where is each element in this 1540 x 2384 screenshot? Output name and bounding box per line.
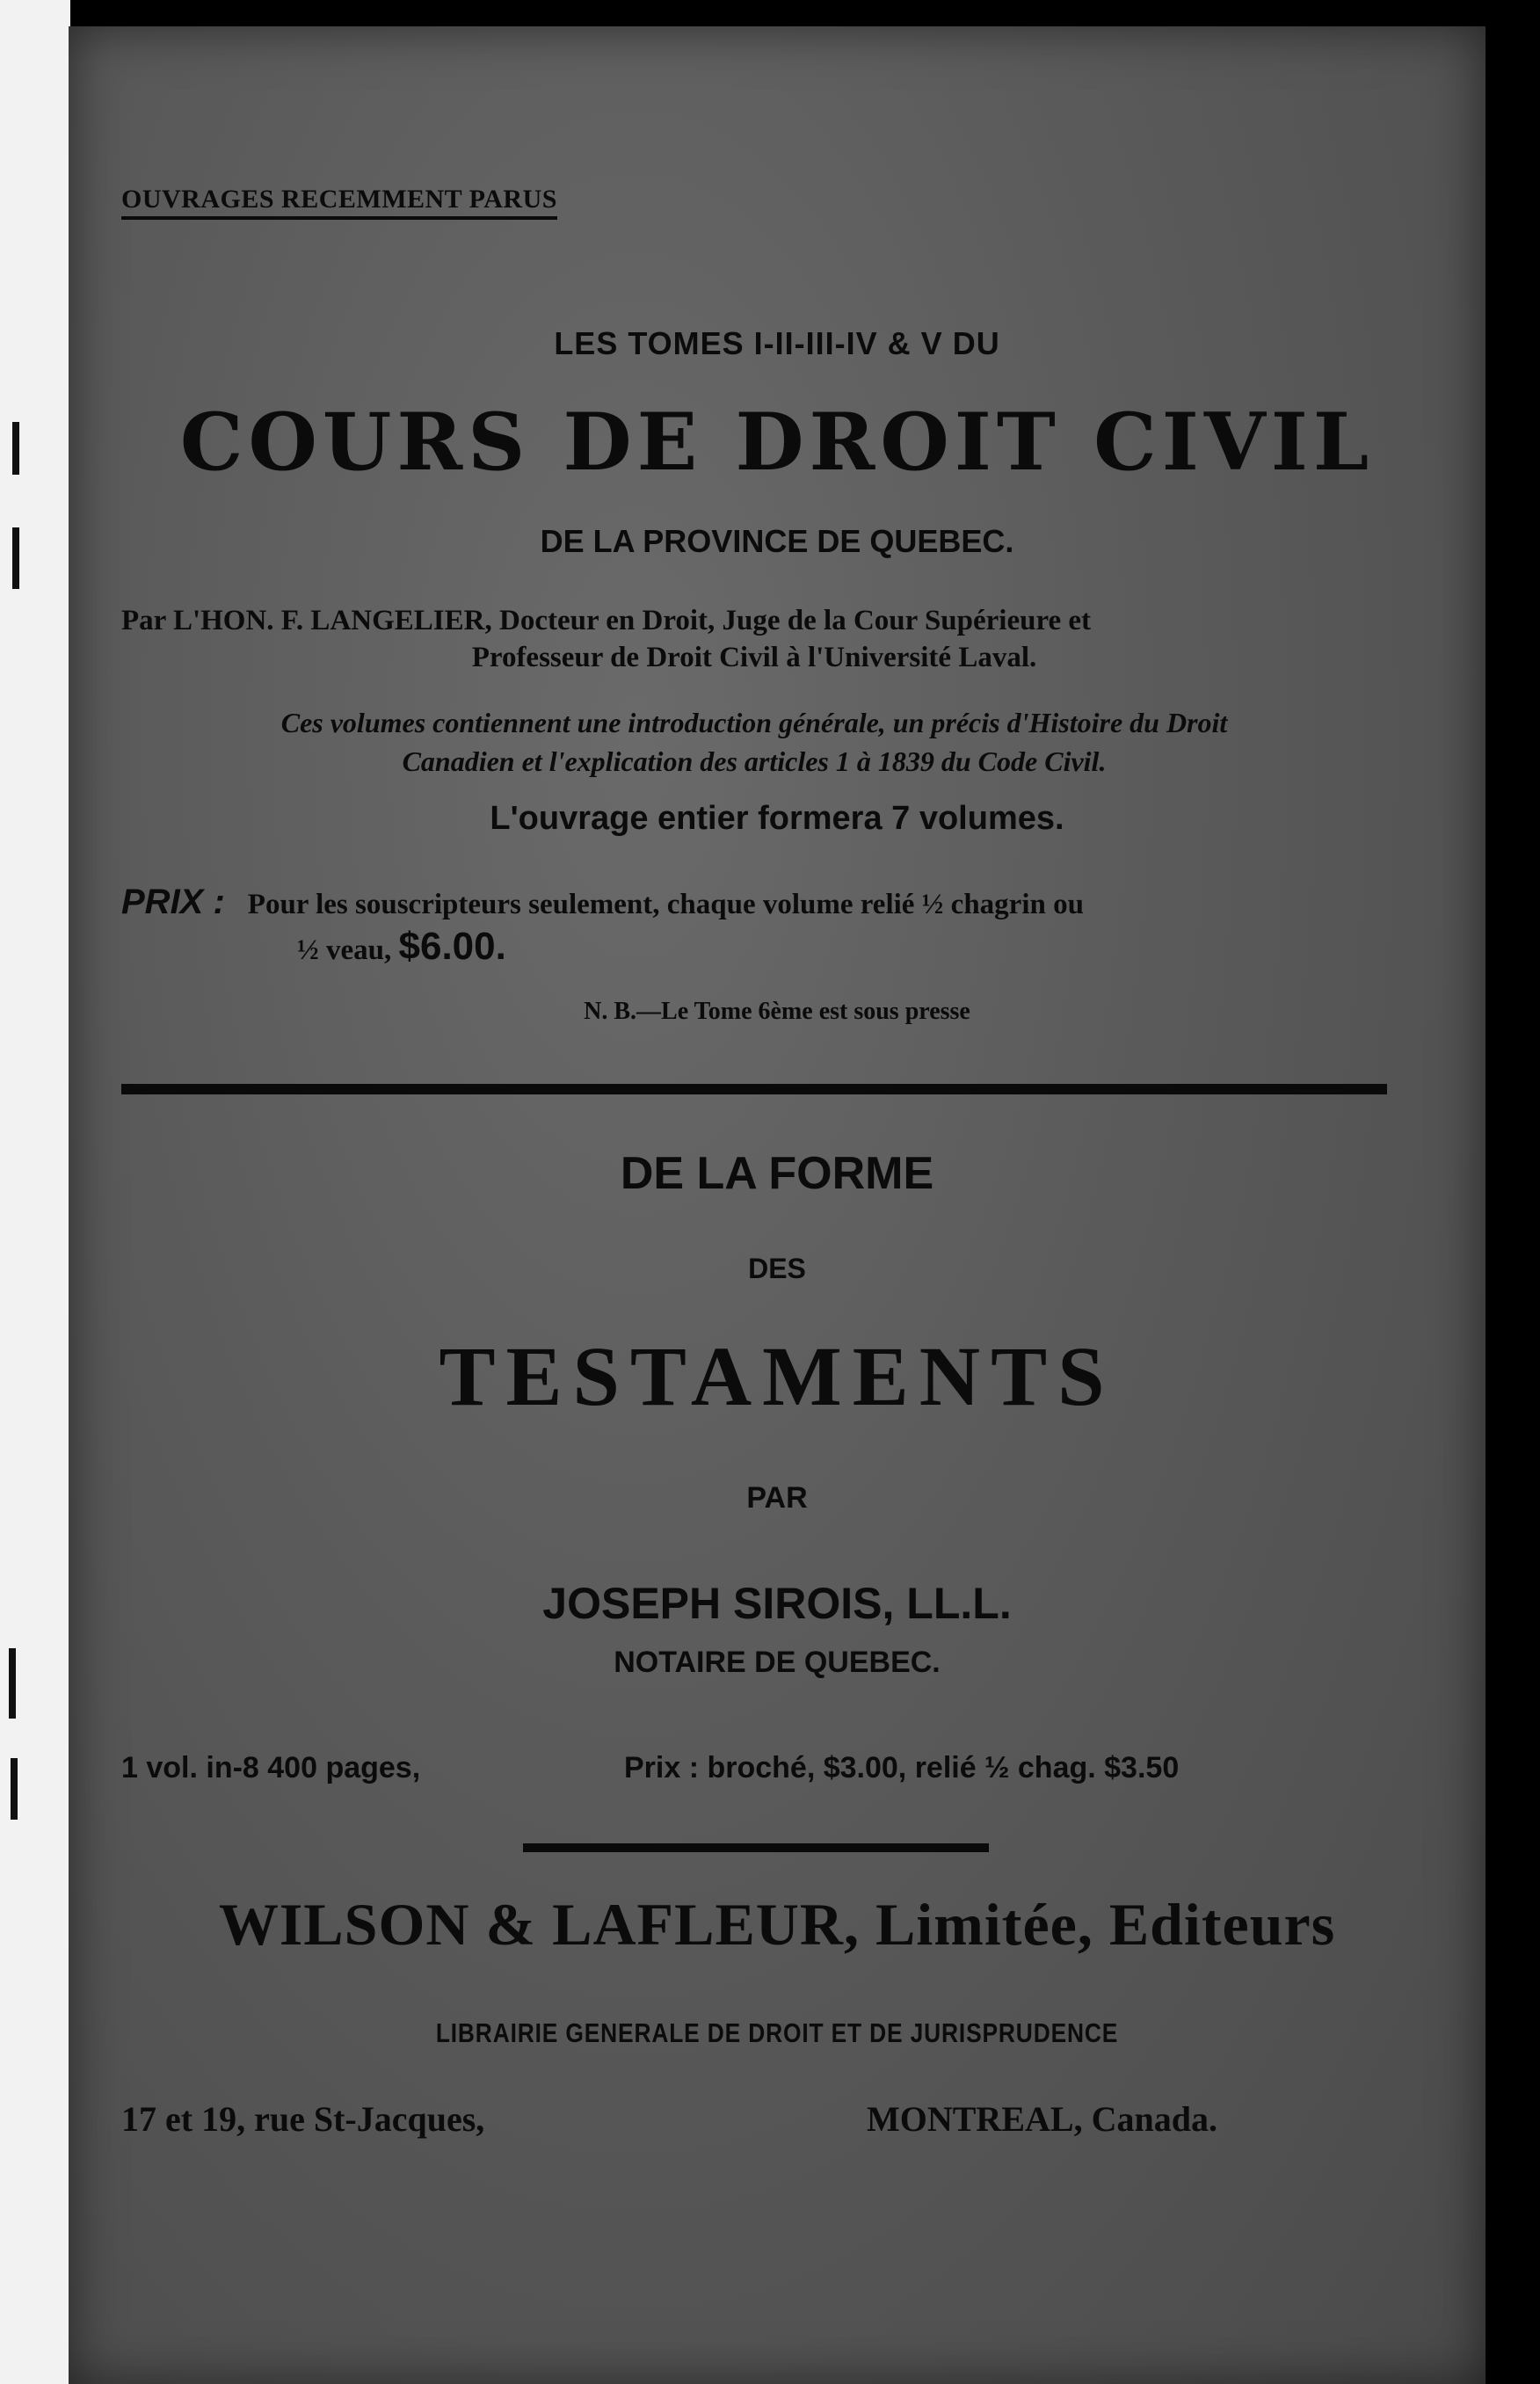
second-title-des: DES (748, 1253, 806, 1284)
price-text-2: ½ veau, (297, 934, 392, 966)
second-author-title: NOTAIRE DE QUEBEC. (614, 1646, 941, 1679)
province-line: DE LA PROVINCE DE QUEBEC. (540, 523, 1014, 559)
volume-info: 1 vol. in-8 400 pages, (121, 1751, 421, 1784)
author-block (121, 602, 1387, 676)
author-line-2: Professeur de Droit Civil à l'Université Laval. (471, 642, 1037, 673)
document-page (69, 26, 1486, 2384)
par-label: PAR (746, 1481, 808, 1515)
publisher-subtitle: LIBRAIRIE GENERALE DE DROIT ET DE JURISPRUDENCE (435, 2017, 1119, 2048)
edge-mark (12, 422, 19, 475)
second-book-title: TESTAMENTS (439, 1329, 1115, 1423)
complete-line: L'ouvrage entier formera 7 volumes. (490, 800, 1064, 837)
section-divider (121, 1084, 1387, 1094)
author-line: Par L'HON. F. LANGELIER, Docteur en Droit, Juge de la Cour Supérieure et (121, 605, 1092, 636)
description-line: Ces volumes contiennent une introduction générale, un précis d'Histoire du Droit (280, 707, 1228, 738)
nota-bene: N. B.—Le Tome 6ème est sous presse (584, 998, 970, 1025)
description-block (121, 703, 1387, 781)
tomes-line: LES TOMES I-II-III-IV & V DU (554, 325, 1000, 361)
edge-mark (9, 1648, 16, 1719)
page-edge-strip (0, 0, 70, 2384)
publisher-city: MONTREAL, Canada. (867, 2099, 1217, 2139)
section-header: OUVRAGES RECEMMENT PARUS (121, 185, 557, 220)
description-line-2: Canadien et l'explication des articles 1 à 1839 du Code Civil. (402, 745, 1107, 777)
book-title: COURS DE DROIT CIVIL (179, 396, 1375, 489)
edge-mark (12, 527, 19, 589)
price-text: Pour les souscripteurs seulement, chaque volume relié ½ chagrin ou (247, 889, 1084, 920)
volume-price: Prix : broché, $3.00, relié ½ chag. $3.50 (624, 1751, 1180, 1784)
second-title-line: DE LA FORME (620, 1148, 934, 1199)
second-author: JOSEPH SIROIS, LL.L. (542, 1579, 1012, 1628)
publisher-name: WILSON & LAFLEUR, Limitée, Editeurs (218, 1891, 1336, 1958)
short-divider (523, 1843, 989, 1852)
price-label: PRIX : (121, 883, 225, 921)
price-value: $6.00. (398, 925, 506, 968)
edge-mark (11, 1758, 18, 1820)
publisher-address: 17 et 19, rue St-Jacques, (121, 2099, 485, 2139)
price-block (121, 881, 1387, 971)
